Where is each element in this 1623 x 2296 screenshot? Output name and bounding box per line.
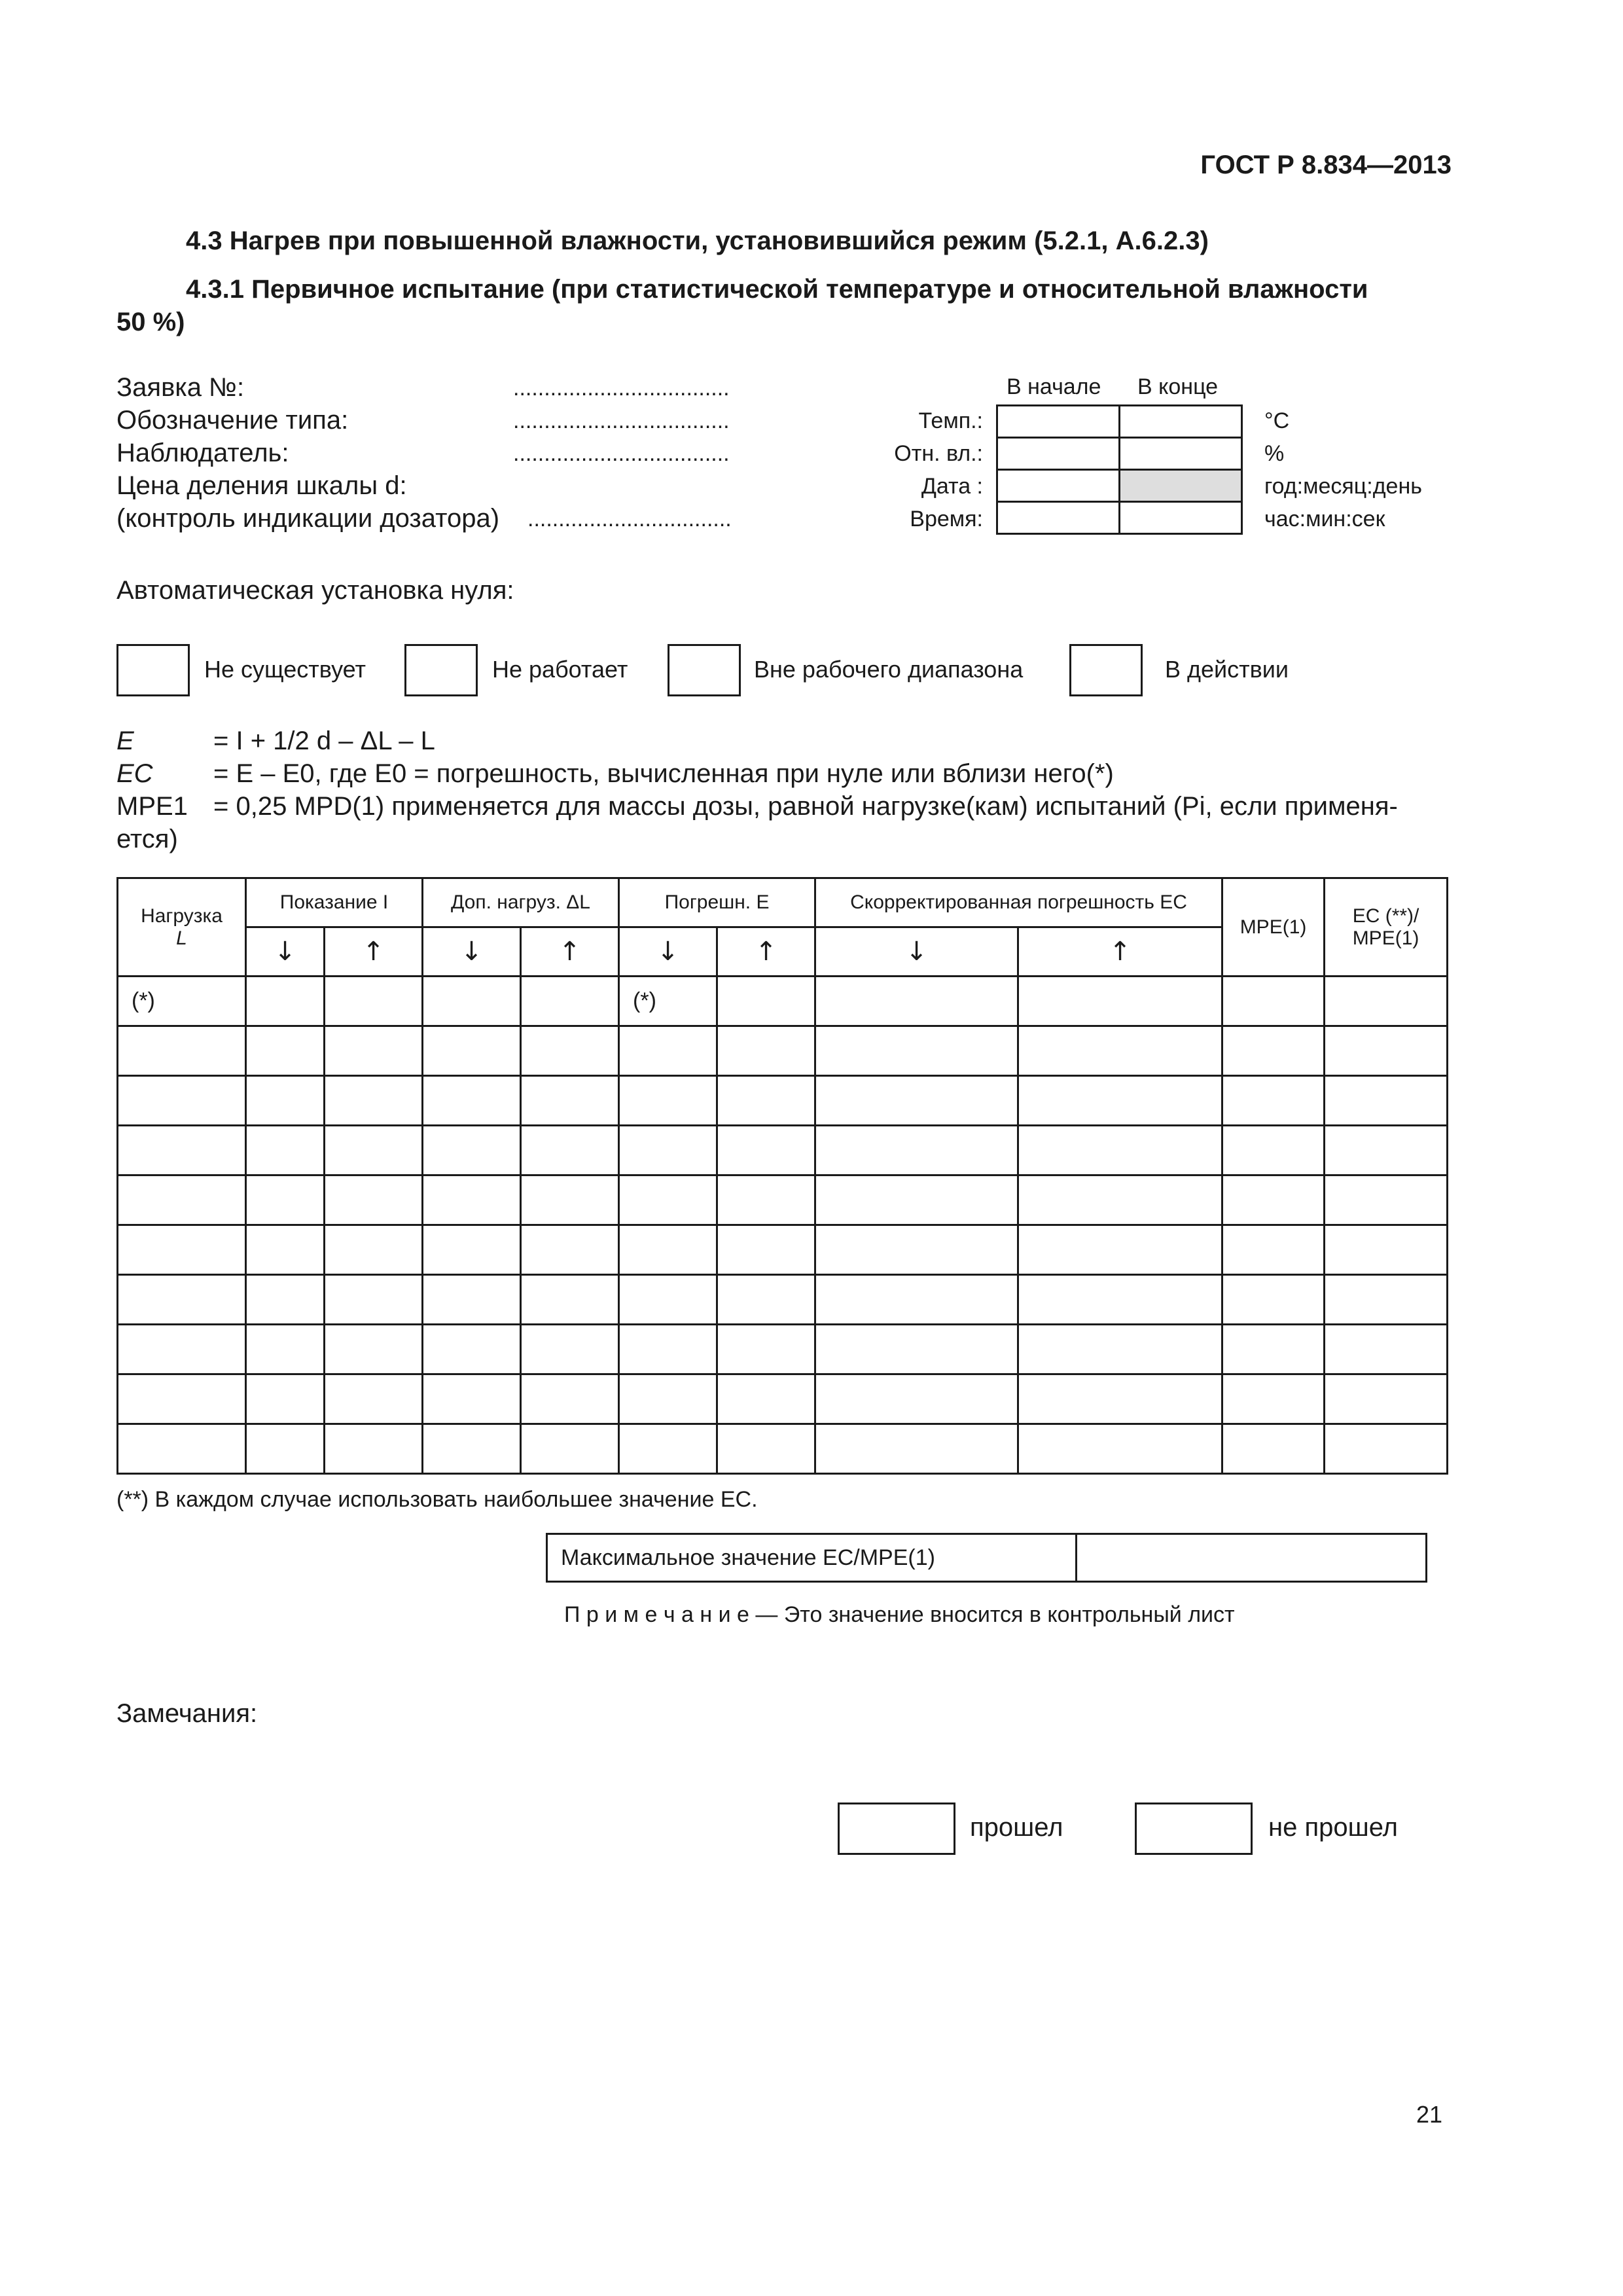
- unit-humidity: %: [1264, 441, 1285, 466]
- arrow-up-icon: ↑: [717, 927, 815, 977]
- time-start-cell[interactable]: [997, 502, 1120, 534]
- field-dots-observer[interactable]: ...................................: [513, 441, 730, 466]
- footnote: (**) В каждом случае использовать наибольшее значение EC.: [116, 1487, 758, 1512]
- table-cell[interactable]: [1018, 1275, 1222, 1325]
- table-cell[interactable]: [717, 1325, 815, 1374]
- table-cell[interactable]: [423, 1076, 521, 1126]
- option-in-action: В действии: [1165, 656, 1289, 683]
- table-cell[interactable]: [619, 1424, 717, 1474]
- table-cell[interactable]: [325, 1275, 423, 1325]
- checkbox-out-of-range[interactable]: [668, 644, 741, 696]
- header-load: Нагрузка L: [118, 878, 246, 977]
- table-cell[interactable]: [619, 1175, 717, 1225]
- table-row: [118, 1225, 1448, 1275]
- humidity-start-cell[interactable]: [997, 438, 1120, 470]
- table-cell[interactable]: [717, 1374, 815, 1424]
- document-id: ГОСТ Р 8.834—2013: [1200, 151, 1452, 179]
- table-cell[interactable]: [1222, 1026, 1325, 1076]
- table-cell[interactable]: [246, 1175, 325, 1225]
- table-cell[interactable]: [521, 1374, 619, 1424]
- checkbox-not-working[interactable]: [404, 644, 478, 696]
- field-dots-type[interactable]: ...................................: [513, 408, 730, 433]
- table-row: [118, 1076, 1448, 1126]
- table-cell[interactable]: [521, 1275, 619, 1325]
- table-cell[interactable]: [1222, 1275, 1325, 1325]
- table-row: [118, 1175, 1448, 1225]
- table-cell[interactable]: (*): [118, 977, 246, 1026]
- table-cell[interactable]: [521, 977, 619, 1026]
- table-cell[interactable]: [1222, 977, 1325, 1026]
- temp-end-cell[interactable]: [1120, 406, 1242, 438]
- field-dots-dosing[interactable]: .................................: [527, 507, 732, 531]
- table-cell[interactable]: [619, 1374, 717, 1424]
- table-cell[interactable]: [815, 1325, 1018, 1374]
- table-cell[interactable]: [325, 1374, 423, 1424]
- table-cell[interactable]: [1325, 977, 1448, 1026]
- table-cell[interactable]: [325, 1026, 423, 1076]
- note: П р и м е ч а н и е — Это значение вносится в контрольный лист: [564, 1602, 1235, 1627]
- table-row: [118, 1424, 1448, 1474]
- table-cell[interactable]: [1222, 1424, 1325, 1474]
- table-cell[interactable]: [815, 1126, 1018, 1175]
- table-cell[interactable]: [118, 1076, 246, 1126]
- table-cell[interactable]: [118, 1424, 246, 1474]
- table-cell[interactable]: [1222, 1076, 1325, 1126]
- table-cell[interactable]: [423, 1026, 521, 1076]
- field-label-application: Заявка №:: [116, 373, 245, 402]
- subsection-title-line1: 4.3.1 Первичное испытание (при статистической температуре и относительной влажности: [186, 275, 1368, 304]
- max-value-cell[interactable]: [1077, 1534, 1427, 1582]
- table-cell[interactable]: [815, 977, 1018, 1026]
- table-cell[interactable]: [717, 1076, 815, 1126]
- checkbox-failed[interactable]: [1135, 1803, 1253, 1855]
- table-cell[interactable]: [1325, 1275, 1448, 1325]
- table-row: [118, 1026, 1448, 1076]
- table-cell[interactable]: [815, 1175, 1018, 1225]
- option-not-exists: Не существует: [204, 656, 366, 683]
- table-cell[interactable]: [246, 1325, 325, 1374]
- table-cell[interactable]: [246, 1424, 325, 1474]
- table-cell[interactable]: [246, 1126, 325, 1175]
- table-cell[interactable]: [118, 1275, 246, 1325]
- table-cell[interactable]: [423, 1126, 521, 1175]
- table-cell[interactable]: [118, 1026, 246, 1076]
- table-cell[interactable]: [717, 1275, 815, 1325]
- arrow-up-icon: ↑: [325, 927, 423, 977]
- table-cell[interactable]: [118, 1225, 246, 1275]
- table-cell[interactable]: [1018, 1076, 1222, 1126]
- table-cell[interactable]: [1222, 1225, 1325, 1275]
- table-cell[interactable]: [619, 1076, 717, 1126]
- arrow-down-icon: ↓: [815, 927, 1018, 977]
- table-cell[interactable]: [246, 1076, 325, 1126]
- table-cell[interactable]: [325, 1175, 423, 1225]
- table-cell[interactable]: [1018, 1126, 1222, 1175]
- header-additional-load: Доп. нагруз. ΔL: [423, 878, 619, 927]
- table-cell[interactable]: [619, 1225, 717, 1275]
- table-row: [118, 1374, 1448, 1424]
- table-row: [118, 1126, 1448, 1175]
- checkbox-not-exists[interactable]: [116, 644, 190, 696]
- table-cell[interactable]: [1222, 1126, 1325, 1175]
- header-corrected-error: Скорректированная погрешность EC: [815, 878, 1222, 927]
- conditions-col-start: В начале: [1007, 374, 1101, 399]
- table-cell[interactable]: [1222, 1175, 1325, 1225]
- formula-e-label: E: [116, 726, 134, 755]
- table-cell[interactable]: [1222, 1325, 1325, 1374]
- table-cell[interactable]: [1018, 977, 1222, 1026]
- table-cell[interactable]: [1325, 1026, 1448, 1076]
- table-cell[interactable]: [815, 1374, 1018, 1424]
- date-start-cell[interactable]: [997, 470, 1120, 502]
- table-cell[interactable]: [619, 1275, 717, 1325]
- table-cell[interactable]: [325, 1225, 423, 1275]
- max-value-table: [546, 1533, 1427, 1583]
- table-cell[interactable]: [521, 1076, 619, 1126]
- arrow-down-icon: ↓: [246, 927, 325, 977]
- formula-e-expr: = I + 1/2 d – ΔL – L: [213, 726, 435, 755]
- table-cell[interactable]: [1018, 1325, 1222, 1374]
- table-cell[interactable]: [815, 1225, 1018, 1275]
- table-cell[interactable]: [619, 1325, 717, 1374]
- table-cell[interactable]: [325, 1325, 423, 1374]
- formula-mpe-label: MPE1: [116, 792, 188, 821]
- label-passed: прошел: [970, 1813, 1063, 1842]
- table-cell[interactable]: [521, 1225, 619, 1275]
- unit-time: час:мин:сек: [1264, 507, 1385, 531]
- table-cell[interactable]: [246, 1026, 325, 1076]
- table-cell[interactable]: [1325, 1076, 1448, 1126]
- arrow-up-icon: ↑: [1018, 927, 1222, 977]
- field-label-dosing: (контроль индикации дозатора): [116, 504, 500, 533]
- table-cell[interactable]: [118, 1126, 246, 1175]
- date-end-cell: [1120, 470, 1242, 502]
- table-cell[interactable]: [1325, 1424, 1448, 1474]
- table-cell[interactable]: [423, 977, 521, 1026]
- table-cell[interactable]: [423, 1325, 521, 1374]
- conditions-label-humidity: Отн. вл.:: [894, 441, 983, 466]
- table-cell[interactable]: [815, 1026, 1018, 1076]
- formula-mpe-expr: = 0,25 MPD(1) применяется для массы дозы, равной нагрузке(кам) испытаний (Pi, если применя-: [213, 792, 1398, 821]
- table-cell[interactable]: [1325, 1325, 1448, 1374]
- field-label-scale: Цена деления шкалы d:: [116, 471, 407, 500]
- table-cell[interactable]: [118, 1175, 246, 1225]
- conditions-label-temp: Темп.:: [918, 408, 983, 433]
- table-cell[interactable]: [717, 1424, 815, 1474]
- formula-ec-label: EC: [116, 759, 153, 788]
- subsection-title-line2: 50 %): [116, 308, 185, 336]
- temp-start-cell[interactable]: [997, 406, 1120, 438]
- max-value-label: Максимальное значение EC/MPE(1): [547, 1534, 1077, 1582]
- table-cell[interactable]: [521, 1026, 619, 1076]
- measurement-table: [116, 877, 1448, 1475]
- table-cell[interactable]: [717, 1126, 815, 1175]
- table-cell[interactable]: [1018, 1424, 1222, 1474]
- table-cell[interactable]: [1018, 1175, 1222, 1225]
- arrow-up-icon: ↑: [521, 927, 619, 977]
- table-cell[interactable]: [423, 1225, 521, 1275]
- option-not-working: Не работает: [492, 656, 628, 683]
- table-cell[interactable]: [1325, 1175, 1448, 1225]
- table-cell[interactable]: [325, 1126, 423, 1175]
- conditions-label-time: Время:: [910, 507, 983, 531]
- time-end-cell[interactable]: [1120, 502, 1242, 534]
- table-cell[interactable]: [815, 1424, 1018, 1474]
- table-cell[interactable]: [118, 1374, 246, 1424]
- table-cell[interactable]: [246, 1225, 325, 1275]
- table-row: [118, 977, 1448, 1026]
- conditions-col-end: В конце: [1137, 374, 1219, 399]
- table-cell[interactable]: [423, 1275, 521, 1325]
- table-cell[interactable]: (*): [619, 977, 717, 1026]
- remarks-label: Замечания:: [116, 1699, 258, 1728]
- table-cell[interactable]: [118, 1325, 246, 1374]
- table-cell[interactable]: [1018, 1026, 1222, 1076]
- table-cell[interactable]: [521, 1126, 619, 1175]
- table-cell[interactable]: [423, 1424, 521, 1474]
- table-cell[interactable]: [246, 1374, 325, 1424]
- field-label-type: Обозначение типа:: [116, 406, 349, 435]
- arrow-down-icon: ↓: [619, 927, 717, 977]
- humidity-end-cell[interactable]: [1120, 438, 1242, 470]
- table-cell[interactable]: [619, 1026, 717, 1076]
- zero-setting-title: Автоматическая установка нуля:: [116, 576, 514, 605]
- table-cell[interactable]: [246, 977, 325, 1026]
- table-cell[interactable]: [1018, 1225, 1222, 1275]
- page-number: 21: [1416, 2101, 1442, 2128]
- table-cell[interactable]: [1325, 1225, 1448, 1275]
- section-title: 4.3 Нагрев при повышенной влажности, установившийся режим (5.2.1, А.6.2.3): [186, 226, 1209, 255]
- formula-ec-expr: = E – E0, где E0 = погрешность, вычисленная при нуле или вблизи него(*): [213, 759, 1114, 788]
- table-row: [118, 1325, 1448, 1374]
- table-cell[interactable]: [1222, 1374, 1325, 1424]
- option-out-of-range: Вне рабочего диапазона: [754, 656, 1024, 683]
- conditions-table: [996, 404, 1243, 535]
- checkbox-in-action[interactable]: [1069, 644, 1143, 696]
- table-cell[interactable]: [1018, 1374, 1222, 1424]
- table-cell[interactable]: [815, 1275, 1018, 1325]
- unit-date: год:месяц:день: [1264, 474, 1422, 499]
- header-indication: Показание I: [246, 878, 423, 927]
- conditions-label-date: Дата :: [921, 474, 983, 499]
- table-cell[interactable]: [521, 1175, 619, 1225]
- table-cell[interactable]: [815, 1076, 1018, 1126]
- table-cell[interactable]: [1325, 1374, 1448, 1424]
- formula-mpe-cont: ется): [116, 825, 178, 853]
- table-cell[interactable]: [717, 977, 815, 1026]
- table-cell[interactable]: [717, 1026, 815, 1076]
- table-cell[interactable]: [619, 1126, 717, 1175]
- table-cell[interactable]: [423, 1175, 521, 1225]
- field-label-observer: Наблюдатель:: [116, 439, 289, 467]
- header-ratio: EC (**)/ MPE(1): [1325, 878, 1448, 977]
- header-mpe: MPE(1): [1222, 878, 1325, 977]
- table-cell[interactable]: [325, 1076, 423, 1126]
- arrow-down-icon: ↓: [423, 927, 521, 977]
- table-cell[interactable]: [325, 977, 423, 1026]
- field-dots-application[interactable]: ...................................: [513, 376, 730, 401]
- table-cell[interactable]: [521, 1325, 619, 1374]
- table-cell[interactable]: [246, 1275, 325, 1325]
- table-row: [118, 1275, 1448, 1325]
- checkbox-passed[interactable]: [838, 1803, 955, 1855]
- table-cell[interactable]: [423, 1374, 521, 1424]
- unit-temp: °C: [1264, 408, 1290, 433]
- table-cell[interactable]: [1325, 1126, 1448, 1175]
- label-failed: не прошел: [1268, 1813, 1398, 1842]
- header-error: Погрешн. E: [619, 878, 815, 927]
- table-cell[interactable]: [717, 1225, 815, 1275]
- table-cell[interactable]: [717, 1175, 815, 1225]
- table-cell[interactable]: [325, 1424, 423, 1474]
- table-cell[interactable]: [521, 1424, 619, 1474]
